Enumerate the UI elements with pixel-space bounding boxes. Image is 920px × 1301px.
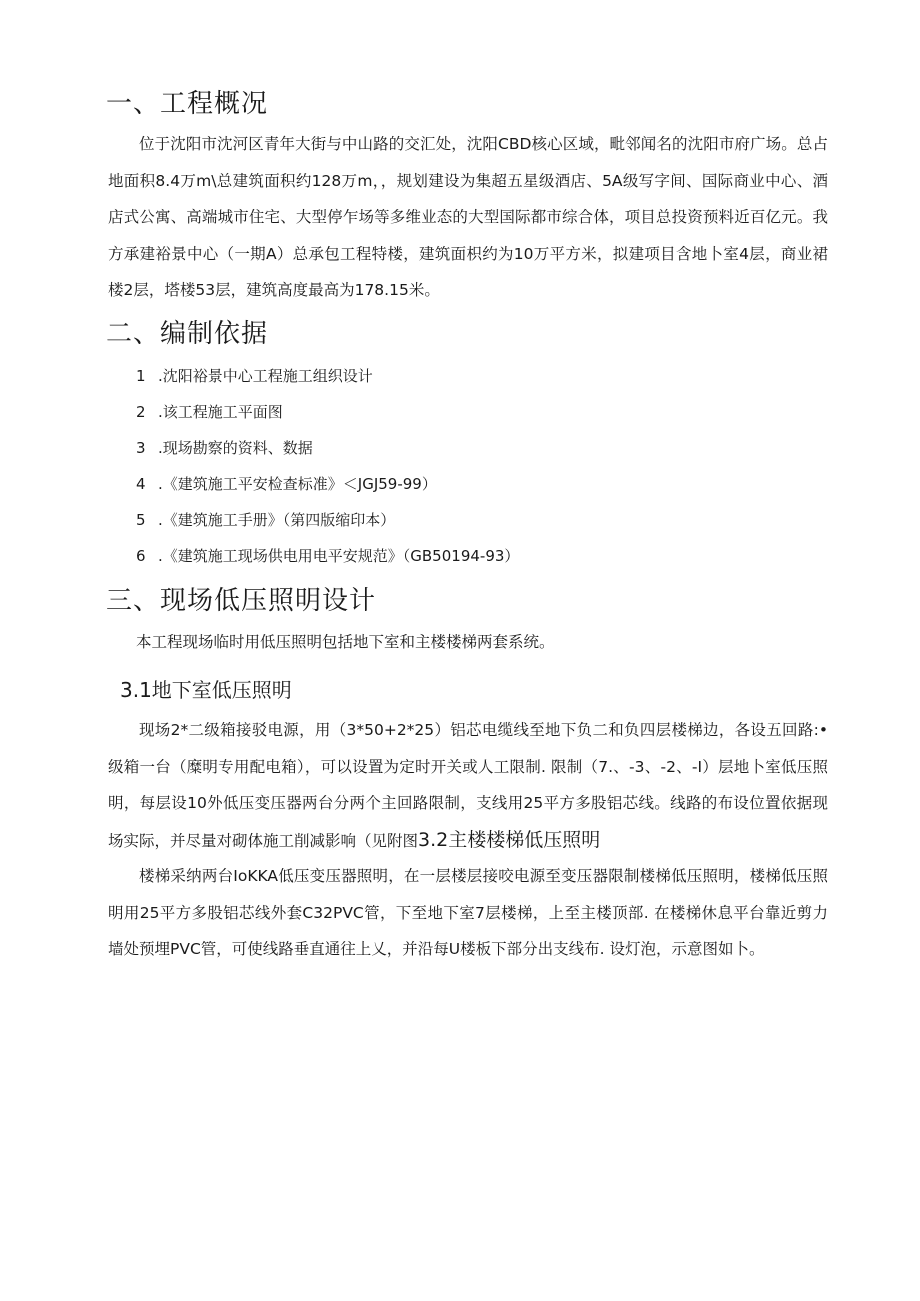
subsection-3-1-paragraph: [108, 712, 828, 859]
subsection-3-2-heading: 3.2主楼楼梯低压照明: [418, 828, 601, 851]
list-item: [136, 398, 519, 434]
subsection-3-1-heading: 3.1地下室低压照明: [120, 678, 292, 702]
list-item: [136, 470, 519, 506]
list-item-text: .现场勘察的资料、数据: [158, 439, 313, 457]
section-2-heading: 二、编制依据: [106, 319, 269, 349]
list-item-number: 1: [136, 367, 146, 385]
list-item: [136, 542, 519, 578]
section-1-heading: 一、工程概况: [106, 89, 269, 119]
list-item: [136, 434, 519, 470]
list-item-text: .《建筑施工现场供电用电平安规范》（GB50194-93）: [158, 547, 520, 565]
list-item-text: .《建筑施工手册》（第四版缩印本）: [158, 511, 396, 529]
subsection-3-1-text: 现场2*二级箱接驳电源，用（3*50+2*25）铝芯电缆线至地下负二和负四层楼梯边，各设五回路:•级箱一台（糜明专用配电箱），可以设置为定时开关或人工限制. 限制（7.、-3、-2、-I）层地卜室低压照明，每层设10外低压变压器两台分两个主回路限制，支线用25平方多股铝芯线。线路的布设位置依据现场实际，并尽量对砌体施工削减影响（见附图: [108, 721, 828, 850]
list-item-number: 3: [136, 439, 146, 457]
subsection-3-2-paragraph: 楼梯采纳两台IoKKA低压变压器照明，在一层楼层接咬电源至变压器限制楼梯低压照明，楼梯低压照明用25平方多股铝芯线外套C32PVC管，下至地下室7层楼梯，上至主楼顶部. 在楼梯休息平台靠近剪力墙处预埋PVC管，可使线路垂直通往上乂，并沿每U楼板下部分出支线布. 设灯泡，示意图如卜。: [108, 867, 828, 958]
list-item-text: .沈阳裕景中心工程施工组织设计: [158, 367, 373, 385]
list-item-number: 5: [136, 511, 146, 529]
section-1-paragraph: 位于沈阳市沈河区青年大街与中山路的交汇处，沈阳CBD核心区域，毗邻闻名的沈阳市府广场。总占地面积8.4万m\总建筑面积约128万m，，规划建设为集超五星级酒店、5A级写字间、国际商业中心、酒店式公寓、高端城市住宅、大型停乍场等多维业态的大型国际都市综合体，项目总投资预料近百亿元。我方承建裕景中心（一期A）总承包工程特楼，建筑面枳约为10万平方米，拟建项目含地卜室4层，商业裙楼2层，塔楼53层，建筑高度最高为178.15米。: [108, 135, 828, 299]
section-3-intro: 本工程现场临时用低压照明包括地下室和主楼楼梯两套系统。: [136, 633, 555, 651]
list-item-text: .该工程施工平面图: [158, 403, 283, 421]
list-item: [136, 362, 519, 398]
list-item-number: 2: [136, 403, 146, 421]
basis-list: [136, 362, 519, 578]
section-3-heading: 三、现场低压照明设计: [106, 586, 377, 616]
list-item-text: .《建筑施工平安检查标准》＜JGJ59-99）: [158, 475, 437, 493]
list-item: [136, 506, 519, 542]
list-item-number: 4: [136, 475, 146, 493]
list-item-number: 6: [136, 547, 146, 565]
